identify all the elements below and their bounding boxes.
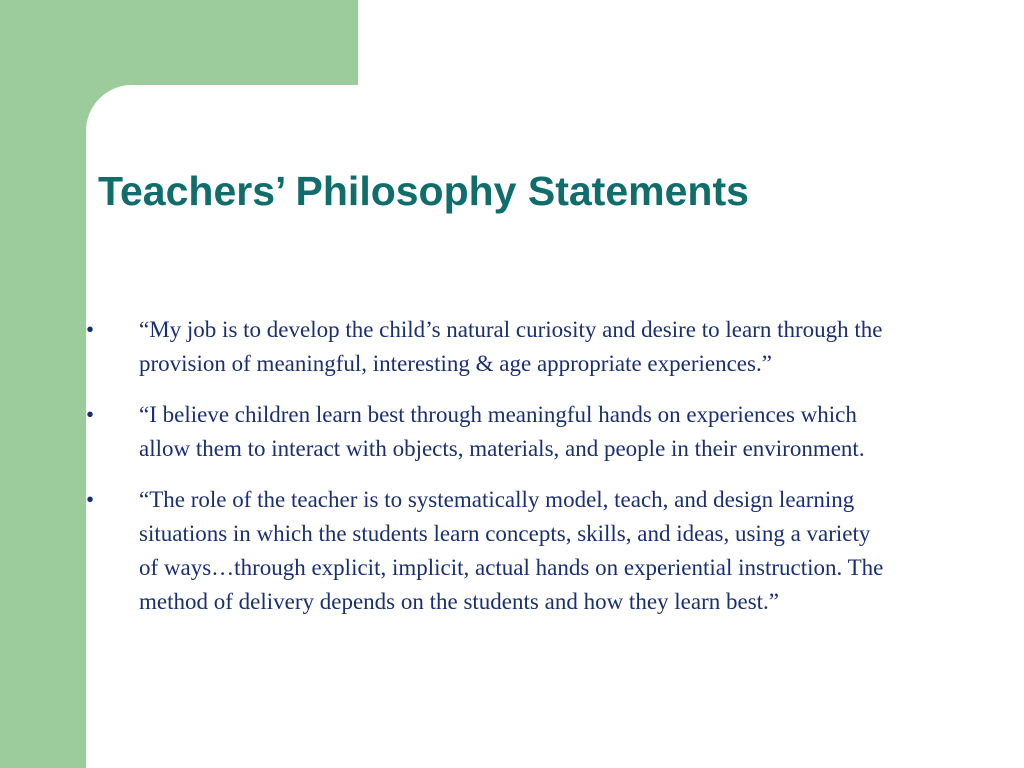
bullet-text: “I believe children learn best through meaningful hands on experiences which allow them to interact with objects, materials, and people in their environment.	[139, 402, 865, 461]
bullet-icon: •	[86, 487, 95, 512]
bullet-item	[86, 313, 886, 381]
slide-title: Teachers’ Philosophy Statements	[98, 168, 749, 214]
bullet-text: “The role of the teacher is to systematically model, teach, and design learning situations in which the students learn concepts, skills, and ideas, using a variety of ways…through explicit, implicit, actual hands on experiential instruction. The method of delivery depends on the students and how they learn best.”	[139, 487, 884, 614]
bullet-item	[86, 483, 886, 619]
bullet-item	[86, 398, 886, 466]
bullet-text: “My job is to develop the child’s natural curiosity and desire to learn through the provision of meaningful, interesting & age appropriate experiences.”	[139, 317, 883, 376]
bullet-list	[86, 313, 886, 636]
bullet-icon: •	[86, 317, 95, 342]
bullet-icon: •	[86, 402, 95, 427]
